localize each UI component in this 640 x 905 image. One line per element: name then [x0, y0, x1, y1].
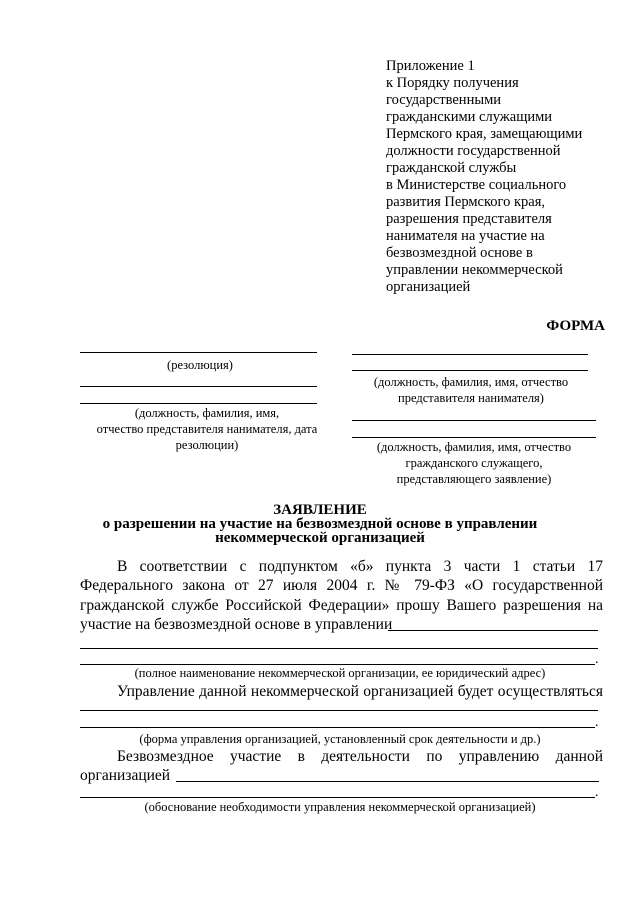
signer-caption-line: (должность, фамилия, имя,	[134, 406, 280, 420]
employee-line-2[interactable]	[352, 437, 596, 438]
appendix-line: развития Пермского края,	[386, 194, 546, 210]
paragraph2-line: Управление данной некоммерческой организацией будет осуществляться	[117, 683, 603, 700]
paragraph3-line1: Безвозмездное участие в деятельности по управлению данной	[117, 748, 603, 765]
document-subtitle-line1: о разрешении на участие на безвозмездной основе в управлении	[102, 516, 538, 532]
resolution-caption: (резолюция)	[167, 358, 233, 372]
appendix-line: государственными	[386, 92, 502, 108]
appendix-line: организацией	[386, 279, 471, 295]
appendix-line: в Министерстве социального	[386, 177, 567, 193]
justification-caption: (обоснование необходимости управления некоммерческой организацией)	[144, 800, 536, 814]
signer-caption	[82, 405, 332, 453]
form-label: ФОРМА	[546, 318, 605, 334]
paragraph3-line2: организацией	[80, 767, 171, 784]
management-form-line-1[interactable]	[80, 710, 598, 711]
appendix-line: нанимателя на участие на	[386, 228, 545, 244]
employer-caption	[346, 374, 596, 406]
organization-caption: (полное наименование некоммерческой организации, ее юридический адрес)	[134, 666, 546, 680]
employee-caption	[346, 439, 602, 487]
appendix-line: к Порядку получения	[386, 75, 519, 91]
management-form-line-2[interactable]	[80, 727, 595, 728]
justification-line-2[interactable]	[80, 797, 595, 798]
employer-line-1[interactable]	[352, 354, 588, 355]
period-mark: .	[595, 715, 599, 730]
organization-name-line-3[interactable]	[80, 664, 595, 665]
appendix-block	[386, 58, 626, 296]
signer-caption-line: отчество представителя нанимателя, дата	[96, 422, 318, 436]
period-mark: .	[595, 652, 599, 667]
management-form-caption: (форма управления организацией, установленный срок деятельности и др.)	[139, 732, 541, 746]
appendix-line: управлении некоммерческой	[386, 262, 563, 278]
paragraph1-line1: В соответствии с подпунктом «б» пункта 3 части 1 статьи 17	[117, 558, 603, 575]
paragraph1-line4: участие на безвозмездной основе в управлении	[80, 616, 393, 633]
resolution-line[interactable]	[80, 352, 317, 353]
appendix-line: гражданскими служащими	[386, 109, 553, 125]
appendix-line: должности государственной	[386, 143, 561, 159]
signer-caption-line: резолюции)	[175, 438, 239, 452]
appendix-line: Пермского края, замещающими	[386, 126, 583, 142]
employer-caption-line: (должность, фамилия, имя, отчество	[373, 375, 569, 389]
signer-line-1[interactable]	[80, 386, 317, 387]
employee-caption-line: (должность, фамилия, имя, отчество	[376, 440, 572, 454]
signer-line-2[interactable]	[80, 403, 317, 404]
employee-caption-line: гражданского служащего,	[405, 456, 543, 470]
employee-line-1[interactable]	[352, 420, 596, 421]
employee-caption-line: представляющего заявление)	[396, 472, 552, 486]
document-heading: ЗАЯВЛЕНИЕ	[273, 502, 367, 518]
organization-name-line-2[interactable]	[80, 648, 598, 649]
organization-name-line-1[interactable]	[388, 630, 598, 631]
employer-line-2[interactable]	[352, 370, 588, 371]
employer-caption-line: представителя нанимателя)	[398, 391, 544, 405]
appendix-line: разрешения представителя	[386, 211, 552, 227]
appendix-line: Приложение 1	[386, 58, 475, 74]
document-subtitle-line2: некоммерческой организацией	[215, 530, 425, 546]
paragraph1-line3: гражданской службе Российской Федерации» прошу Вашего разрешения на	[80, 597, 603, 614]
justification-line-1[interactable]	[176, 781, 599, 782]
paragraph1-line2: Федерального закона от 27 июля 2004 г. № 79-ФЗ «О государственной	[80, 577, 603, 594]
period-mark: .	[595, 785, 599, 800]
appendix-line: безвозмездной основе в	[386, 245, 533, 261]
appendix-line: гражданской службы	[386, 160, 517, 176]
